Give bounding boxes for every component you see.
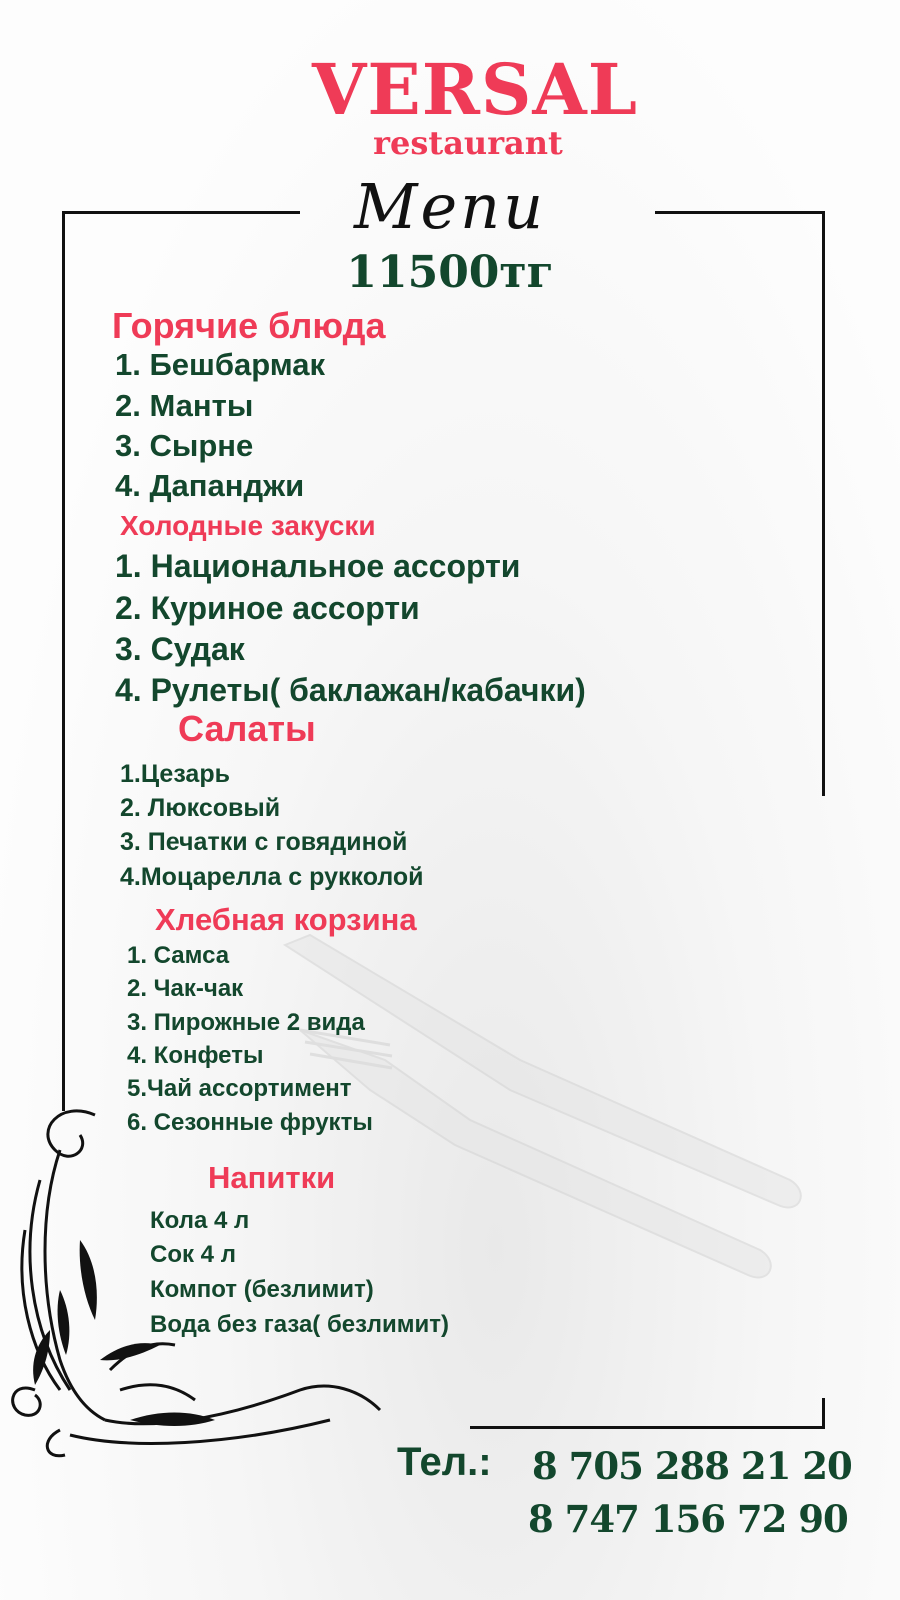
menu-item: Сок 4 л	[150, 1241, 236, 1268]
brand-subtitle: restaurant	[373, 124, 563, 162]
menu-item: 3. Судак	[115, 631, 245, 667]
menu-item: 3. Печатки с говядиной	[120, 828, 408, 856]
menu-item: 5.Чай ассортимент	[127, 1075, 352, 1102]
menu-item: 3. Сырне	[115, 428, 254, 463]
menu-item: 2. Манты	[115, 388, 254, 423]
phone-number-2[interactable]: 8 747 156 72 90	[528, 1497, 848, 1541]
menu-item: 4.Моцарелла с рукколой	[120, 863, 424, 891]
menu-item: 2. Люксовый	[120, 794, 281, 822]
menu-item: Вода без газа( безлимит)	[150, 1311, 449, 1338]
menu-item: Компот (безлимит)	[150, 1276, 374, 1303]
menu-item: 6. Сезонные фрукты	[127, 1109, 373, 1136]
menu-item: 2. Куриное ассорти	[115, 590, 420, 626]
menu-item: 2. Чак-чак	[127, 975, 244, 1002]
phone-label: Тел.:	[397, 1440, 492, 1484]
menu-item: 4. Дапанджи	[115, 468, 305, 503]
menu-item: 1. Бешбармак	[115, 347, 326, 382]
frame-left	[62, 211, 65, 1111]
menu-item: 1. Национальное ассорти	[115, 548, 521, 584]
menu-title: Menu	[353, 170, 547, 243]
menu-price: 11500тг	[346, 247, 554, 298]
frame-bottom	[470, 1426, 825, 1429]
menu-item: Кола 4 л	[150, 1207, 250, 1234]
section-title-salads: Салаты	[178, 708, 316, 749]
section-title-bread: Хлебная корзина	[155, 902, 417, 937]
menu-item: 3. Пирожные 2 вида	[127, 1009, 365, 1036]
section-title-drinks: Напитки	[208, 1160, 336, 1195]
frame-bottom-right-vertical	[822, 1398, 825, 1428]
menu-item: 4. Рулеты( баклажан/кабачки)	[115, 672, 586, 708]
phone-number-1[interactable]: 8 705 288 21 20	[532, 1444, 852, 1488]
menu-item: 1. Самса	[127, 942, 230, 969]
section-title-hot: Горячие блюда	[112, 305, 386, 346]
menu-item: 1.Цезарь	[120, 760, 230, 788]
brand-name: VERSAL	[312, 48, 638, 131]
menu-item: 4. Конфеты	[127, 1042, 264, 1069]
section-title-cold: Холодные закуски	[120, 510, 376, 541]
